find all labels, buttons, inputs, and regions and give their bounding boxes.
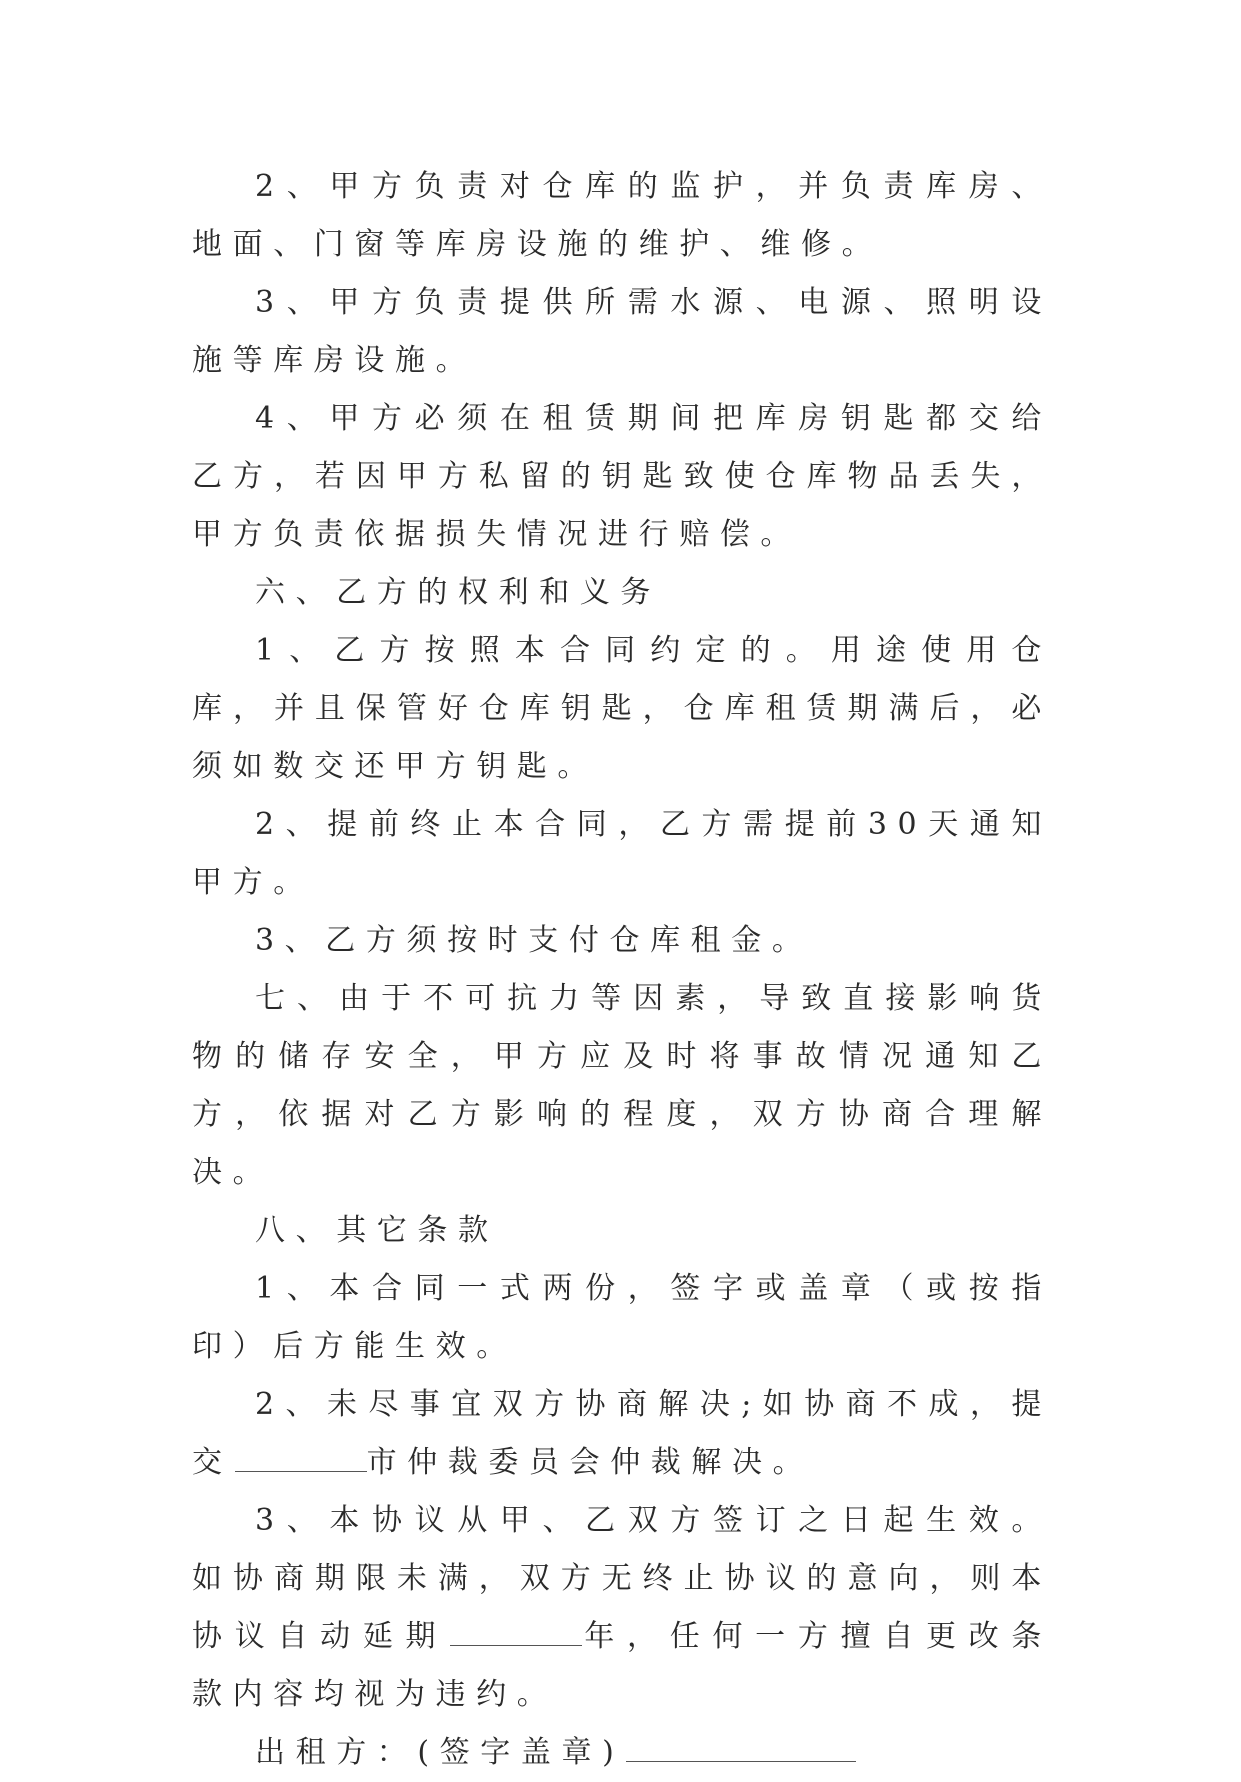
clause-tenant-early-termination: 2、提前终止本合同，乙方需提前30天通知甲方。 — [192, 807, 1052, 900]
clause-landlord-maintenance: 2、甲方负责对仓库的监护，并负责库房、地面、门窗等库房设施的维护、维修。 — [192, 169, 1052, 262]
extension-years-blank — [450, 1609, 582, 1646]
arbitration-city-blank — [235, 1435, 367, 1472]
clause-landlord-utilities: 3、甲方负责提供所需水源、电源、照明设施等库房设施。 — [192, 285, 1052, 378]
clause-tenant-rent: 3、乙方须按时支付仓库租金。 — [255, 923, 813, 958]
signature-blank — [626, 1725, 856, 1762]
clause-extension-text-after: 年，任何一方擅自更改条款内容均视为违约。 — [192, 1619, 1052, 1712]
clause-tenant-usage: 1、乙方按照本合同约定的。用途使用仓库，并且保管好仓库钥匙，仓库租赁期满后，必须如数交还甲方钥匙。 — [192, 633, 1052, 784]
clause-extension — [192, 1492, 1052, 1724]
clause-arbitration-text-before: 2、未尽事宜双方协商解决;如协商不成，提交 — [192, 1387, 1052, 1480]
contract-page — [192, 158, 1052, 1782]
section-heading-other-terms: 八、其它条款 — [255, 1213, 499, 1248]
clause-landlord-keys: 4、甲方必须在租赁期间把库房钥匙都交给乙方，若因甲方私留的钥匙致使仓库物品丢失，甲方负责依据损失情况进行赔偿。 — [192, 401, 1052, 552]
section-heading-tenant-rights: 六、乙方的权利和义务 — [255, 575, 661, 610]
clause-extension-text-before: 3、本协议从甲、乙双方签订之日起生效。如协商期限未满，双方无终止协议的意向，则本协议自动延期 — [192, 1503, 1052, 1654]
clause-copies: 1、本合同一式两份，签字或盖章（或按指印）后方能生效。 — [192, 1271, 1052, 1364]
signature-label: 出租方：(签字盖章) — [255, 1735, 625, 1770]
clause-arbitration — [192, 1376, 1052, 1492]
signature-line-lessor — [192, 1724, 1052, 1782]
clause-arbitration-text-after: 市仲裁委员会仲裁解决。 — [366, 1445, 814, 1480]
section-force-majeure: 七、由于不可抗力等因素，导致直接影响货物的储存安全，甲方应及时将事故情况通知乙方，依据对乙方影响的程度，双方协商合理解决。 — [192, 981, 1052, 1190]
